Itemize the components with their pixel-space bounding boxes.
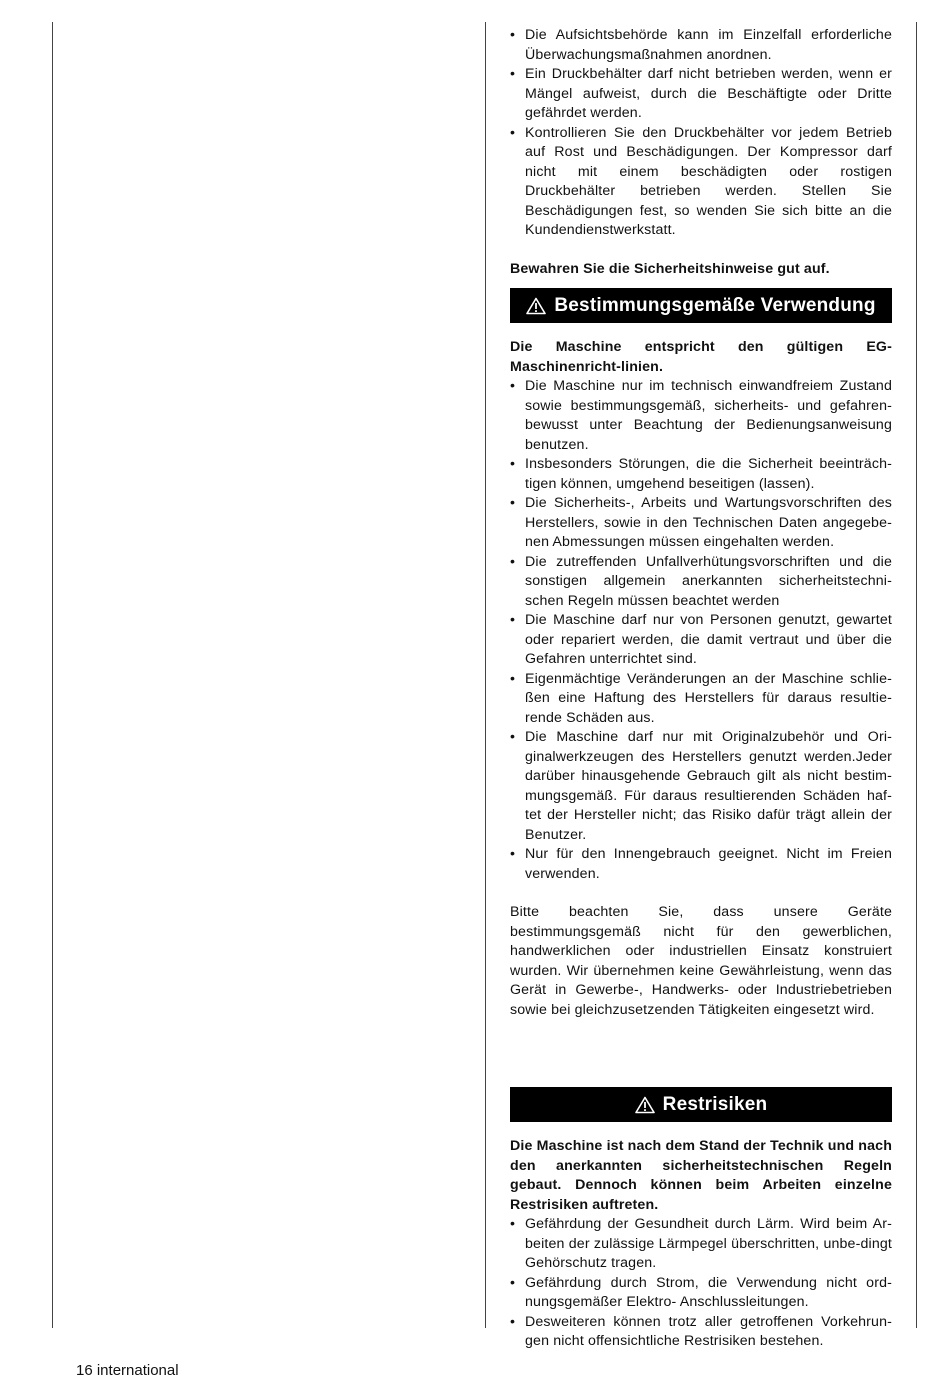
list-item: • Gefährdung durch Strom, die Verwendung nicht ord-nungsgemäßer Elektro- Anschlussleitungen. — [510, 1274, 892, 1313]
section-bullet-list — [510, 1215, 892, 1352]
section-bullet-list — [510, 377, 892, 884]
warning-triangle-icon — [526, 297, 546, 315]
list-item: • Ein Druckbehälter darf nicht betrieben werden, wenn er Mängel aufweist, durch die Beschäftigte oder Dritte gefährdet werden. — [510, 65, 892, 124]
section-title: Restrisiken — [662, 1093, 768, 1115]
section-heading-restrisiken — [510, 1087, 892, 1122]
list-item: • Kontrollieren Sie den Druckbehälter vor jedem Betrieb auf Rost und Beschädigungen. Der Kompressor darf nicht mit einem beschädigten oder rostigen Druckbehälter betrieben werden. Stellen Sie Beschädigungen fest, so wenden Sie sich bitte an die Kundendienstwerkstatt. — [510, 124, 892, 241]
section-heading-bestimmung — [510, 288, 892, 323]
section-body-restrisiken — [510, 1137, 892, 1352]
list-item: • Die Sicherheits-, Arbeits und Wartungsvorschriften des Herstellers, sowie in den Technischen Daten angegebe-nen Abmessungen müssen eingehalten werden. — [510, 494, 892, 553]
keep-note: Bewahren Sie die Sicherheitshinweise gut auf. — [510, 261, 830, 277]
section-intro: Die Maschine entspricht den gültigen EG-Maschinenricht-linien. — [510, 339, 892, 375]
column-divider-rule — [485, 22, 486, 1328]
list-item: • Die Aufsichtsbehörde kann im Einzelfall erforderliche Überwachungsmaßnahmen anordnen. — [510, 26, 892, 65]
list-item: • Die Maschine darf nur mit Originalzubehör und Ori-ginalwerkzeugen des Herstellers genutzt werden.Jeder darüber hinausgehende Gebrauch gilt als nicht bestim-mungsgemäß. Für daraus resultierenden Schäden haf-tet der Hersteller nicht; das Risiko dafür trägt allein der Benutzer. — [510, 728, 892, 845]
list-item: • Die Maschine nur im technisch einwandfreiem Zustand sowie bestimmungsgemäß, sicherheits- und gefahren-bewusst unter Beachtung der Bedienungsanweisung benutzen. — [510, 377, 892, 455]
left-margin-rule — [52, 22, 53, 1328]
section-body-bestimmung — [510, 338, 892, 884]
list-item: • Desweiteren können trotz aller getroffenen Vorkehrun-gen nicht offensichtliche Restrisiken bestehen. — [510, 1313, 892, 1352]
list-item: • Die zutreffenden Unfallverhütungsvorschriften und die sonstigen allgemein anerkannten sicherheitstechni-schen Regeln müssen beachtet werden — [510, 553, 892, 612]
list-item: • Die Maschine darf nur von Personen genutzt, gewartet oder repariert werden, die damit vertraut und über die Gefahren unterrichtet sind. — [510, 611, 892, 670]
section-intro: Die Maschine ist nach dem Stand der Technik und nach den anerkannten sicherheitstechnischen Regeln gebaut. Dennoch können beim Arbeiten einzelne Restrisiken auftreten. — [510, 1138, 893, 1213]
top-bullet-block — [510, 26, 892, 241]
top-bullet-list — [510, 26, 892, 241]
list-item: • Eigenmächtige Veränderungen an der Maschine schlie-ßen eine Haftung des Herstellers für daraus resultie-rende Schäden aus. — [510, 670, 892, 729]
list-item: • Nur für den Innengebrauch geeignet. Nicht im Freien verwenden. — [510, 845, 892, 884]
list-item: • Insbesonders Störungen, die die Sicherheit beeinträch-tigen können, umgehend beseitigen (lassen). — [510, 455, 892, 494]
usage-note: Bitte beachten Sie, dass unsere Geräte bestimmungsgemäß nicht für den gewerblichen, handwerklichen oder industriellen Einsatz konstruiert wurden. Wir übernehmen keine Gewährleistung, wenn das Gerät in Gewerbe-, Handwerks- oder Industriebetrieben sowie bei gleichzusetzenden Tätigkeiten eingesetzt wird. — [510, 904, 892, 1018]
right-margin-rule — [916, 22, 917, 1328]
page-footer: 16 international — [76, 1362, 179, 1379]
warning-triangle-icon — [635, 1096, 655, 1114]
section-title: Bestimmungsgemäße Verwendung — [554, 294, 876, 316]
list-item: • Gefährdung der Gesundheit durch Lärm. Wird beim Ar-beiten der zulässige Lärmpegel überschritten, unbe-dingt Gehörschutz tragen. — [510, 1215, 892, 1274]
